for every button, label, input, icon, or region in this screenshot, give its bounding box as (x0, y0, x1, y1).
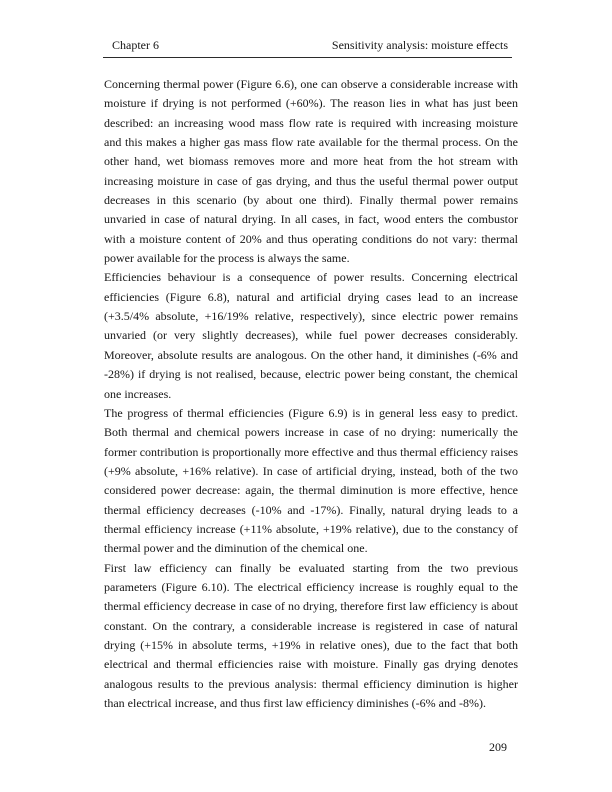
running-header-chapter: Chapter 6 (112, 38, 159, 52)
header-rule (103, 57, 512, 58)
running-header-title: Sensitivity analysis: moisture effects (331, 38, 508, 52)
body-paragraph: Efficiencies behaviour is a consequence of power results. Concerning electrical efficiencies (Figure 6.8), natural and artificial drying cases lead to an increase (+3.5/4% absolute, +16/19% relative, respectively), since electric power remains unvaried (or very slightly decreases), while fuel power decreases considerably. Moreover, absolute results are analogous. On the other hand, it diminishes (-6% and -28%) if drying is not realised, because, electric power being constant, the chemical one increases. (104, 270, 518, 401)
page-number: 209 (489, 740, 507, 754)
body-paragraph: Concerning thermal power (Figure 6.6), one can observe a considerable increase with moisture if drying is not performed (+60%). The reason lies in what has just been described: an increasing wood mass flow rate is required with increasing moisture and this makes a higher gas mass flow rate available for the thermal process. On the other hand, wet biomass removes more and more heat from the hot stream with increasing moisture in case of gas drying, and thus the useful thermal power output decreases in this scenario (by about one third). Finally thermal power remains unvaried in case of natural drying. In all cases, in fact, wood enters the combustor with a moisture content of 20% and thus operating conditions do not vary: thermal power available for the process is always the same. (104, 77, 518, 266)
body-paragraph: The progress of thermal efficiencies (Figure 6.9) is in general less easy to predict. Both thermal and chemical powers increase in case of no drying: numerically the former contribution is proportionally more effective and thus thermal efficiency raises (+9% absolute, +16% relative). In case of artificial drying, instead, both of the two considered power decrease: again, the thermal diminution is more effective, hence thermal efficiency decreases (-10% and -17%). Finally, natural drying leads to a thermal efficiency increase (+11% absolute, +19% relative), due to the constancy of thermal power and the diminution of the chemical one. (104, 405, 518, 556)
body-text (104, 75, 518, 713)
running-header (104, 38, 518, 52)
body-paragraph: First law efficiency can finally be evaluated starting from the two previous parameters (Figure 6.10). The electrical efficiency increase is roughly equal to the thermal efficiency decrease in case of no drying, therefore first law efficiency is about constant. On the contrary, a considerable increase is registered in case of natural drying (+15% in absolute terms, +19% in relative ones), due to the fact that both electrical and thermal efficiencies raise with moisture. Finally gas drying denotes analogous results to the previous analysis: thermal efficiency diminution is higher than electrical increase, and thus first law efficiency diminishes (-6% and -8%). (104, 560, 518, 710)
